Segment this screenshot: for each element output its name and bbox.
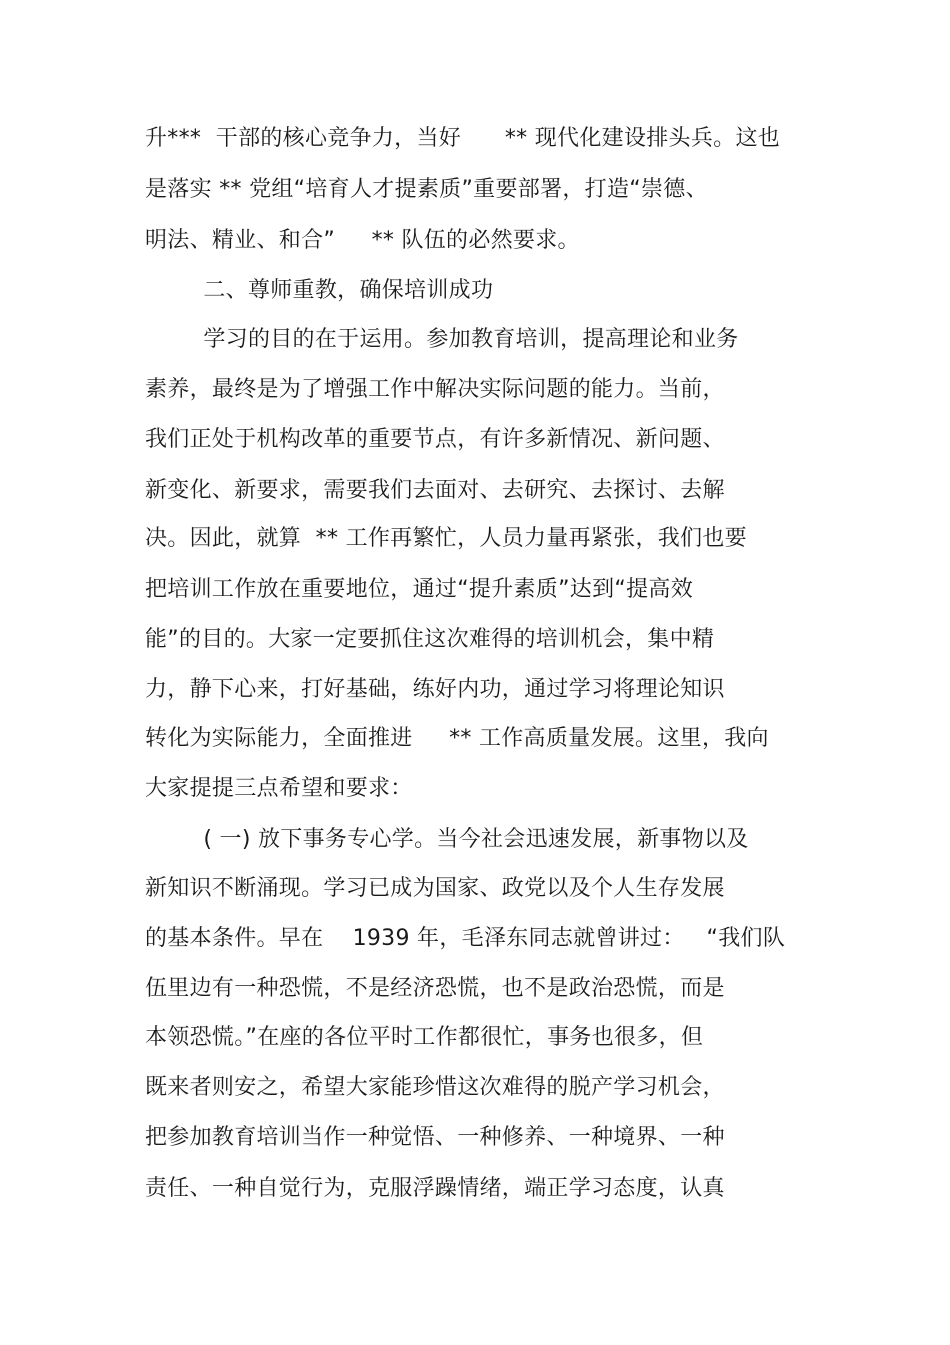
subsection-heading: ( 一) 放下事务专心学。当今社会迅速发展，新事物以及 — [145, 827, 749, 852]
text-line: 责任、一种自觉行为，克服浮躁情绪，端正学习态度，认真 — [145, 1176, 725, 1201]
text-line: 的基本条件。早在 1939 年，毛泽东同志就曾讲过： “我们队 — [145, 926, 786, 951]
text-line: 是落实 ** 党组“培育人才提素质”重要部署，打造“崇德、 — [145, 177, 708, 202]
text-line: 本领恐慌。”在座的各位平时工作都很忙，事务也很多，但 — [145, 1025, 704, 1050]
text-line: 学习的目的在于运用。参加教育培训，提高理论和业务 — [145, 327, 739, 352]
text-line: 新变化、新要求，需要我们去面对、去研究、去探讨、去解 — [145, 478, 725, 503]
text-line: 素养，最终是为了增强工作中解决实际问题的能力。当前， — [145, 377, 725, 402]
text-line: 我们正处于机构改革的重要节点，有许多新情况、新问题、 — [145, 427, 725, 452]
text-line: 大家提提三点希望和要求： — [145, 776, 413, 801]
text-line: 伍里边有一种恐慌，不是经济恐慌，也不是政治恐慌，而是 — [145, 976, 725, 1001]
text-line: 明法、精业、和合” ** 队伍的必然要求。 — [145, 228, 580, 253]
section-heading: 二、尊师重教，确保培训成功 — [145, 278, 494, 303]
text-line: 力，静下心来，打好基础，练好内功，通过学习将理论知识 — [145, 677, 725, 702]
text-line: 决。因此，就算 ** 工作再繁忙，人员力量再紧张，我们也要 — [145, 526, 747, 551]
text-line: 把参加教育培训当作一种觉悟、一种修养、一种境界、一种 — [145, 1125, 725, 1150]
text-line: 把培训工作放在重要地位，通过“提升素质”达到“提高效 — [145, 577, 693, 602]
text-line: 转化为实际能力，全面推进 ** 工作高质量发展。这里，我向 — [145, 726, 769, 751]
text-line: 能”的目的。大家一定要抓住这次难得的培训机会，集中精 — [145, 627, 715, 652]
text-line: 既来者则安之，希望大家能珍惜这次难得的脱产学习机会， — [145, 1075, 725, 1100]
text-line: 升*** 干部的核心竞争力，当好 ** 现代化建设排头兵。这也 — [145, 126, 781, 151]
text-line: 新知识不断涌现。学习已成为国家、政党以及个人生存发展 — [145, 876, 725, 901]
